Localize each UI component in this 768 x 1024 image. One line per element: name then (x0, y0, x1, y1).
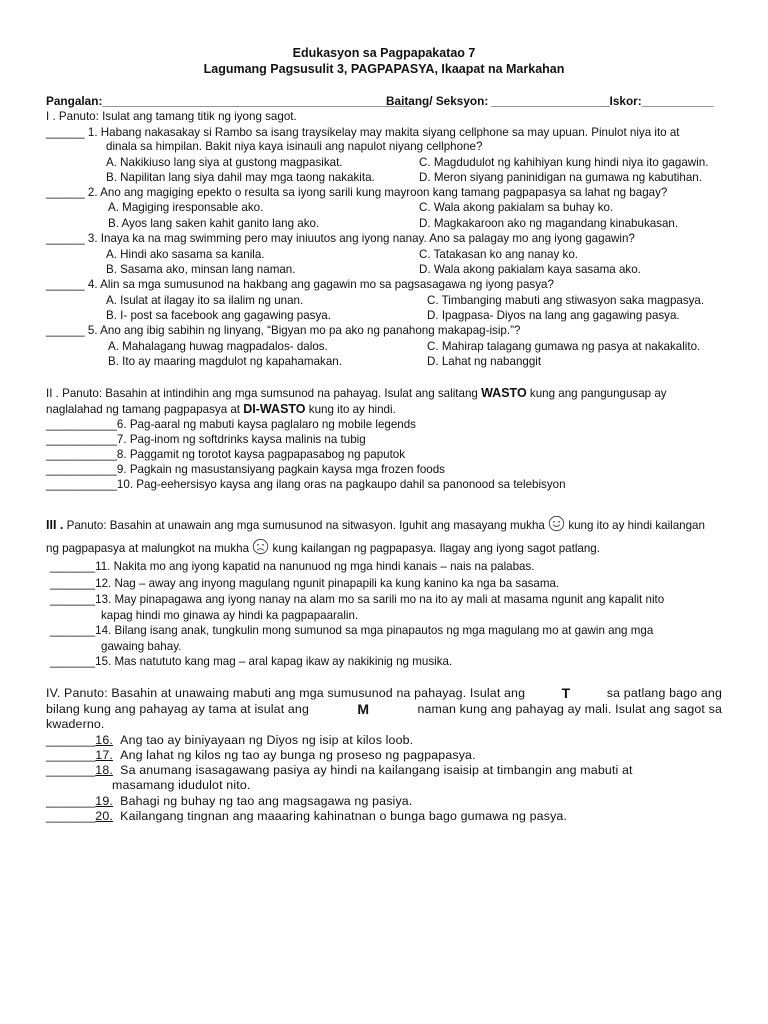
q2-choice-d: D. Magkakaroon ako ng magandang kinabukasan. (419, 217, 679, 230)
q3-stem: ______ 3. Inaya ka na mag swimming pero may iniuutos ang iyong nanay. Ano sa palagay mo ang iyong gagawin? (46, 232, 635, 245)
q2-stem: ______ 2. Ano ang magiging epekto o resulta sa iyong sarili kung mayroon kang tamang pagpapasya sa lahat ng bagay? (46, 186, 668, 199)
part4-instruction-line2: bilang kung ang pahayag ay tama at isulat ang M naman kung ang pahayag ay mali. Isulat ang sagot sa (46, 701, 722, 717)
q1-choice-b: B. Napilitan lang siya dahil may mga taong nakakita. (106, 171, 375, 184)
happy-face-icon (548, 515, 565, 532)
part1-instruction: I . Panuto: Isulat ang tamang titik ng iyong sagot. (46, 110, 297, 123)
di-wasto-keyword: DI-WASTO (243, 402, 306, 416)
part2-item-8: ___________8. Paggamit ng torotot kaysa pagpapasabog ng paputok (46, 448, 406, 461)
part2-instruction-line2: naglalahad ng tamang pagpapasya at DI-WASTO kung ito ay hindi. (46, 402, 396, 416)
q3-choice-b: B. Sasama ako, minsan lang naman. (106, 263, 296, 276)
part3-instruction-line1: III . Panuto: Basahin at unawain ang mga sumusunod na sitwasyon. Iguhit ang masayang mukha kung ito ay hindi kailangan (46, 515, 705, 533)
part2-item-6: ___________6. Pag-aaral ng mabuti kaysa paglalaro ng mobile legends (46, 418, 416, 431)
q2-choice-b: B. Ayos lang saken kahit ganito lang ako. (108, 217, 320, 230)
score-field-label: _Iskor:___________ (603, 94, 714, 108)
document-subtitle: Lagumang Pagsusulit 3, PAGPAPASYA, Ikaapat na Markahan (203, 62, 565, 76)
q4-choice-b: B. I- post sa facebook ang gagawing pasya. (106, 309, 331, 322)
sad-face-icon (252, 538, 269, 555)
q4-choice-a: A. Isulat at ilagay ito sa ilalim ng unan. (106, 294, 304, 307)
part4-item-18: _______18. Sa anumang isasagawang pasiya ay hindi na kailangang isaisip at timbangin ang mabuti at (46, 763, 633, 777)
q1-choice-c: C. Magdudulot ng kahihiyan kung hindi niya ito gagawin. (419, 156, 709, 169)
q4-stem: ______ 4. Alin sa mga sumusunod na hakbang ang gagawin mo sa pagsasagawa ng iyong pasya? (46, 278, 554, 291)
part3-item-14-line2: gawaing bahay. (101, 640, 182, 653)
part4-item-17: _______17. Ang lahat ng kilos ng tao ay bunga ng proseso ng pagpapasya. (46, 748, 476, 762)
q1-choice-a: A. Nakikiuso lang siya at gustong magpasikat. (106, 156, 343, 169)
q5-choice-a: A. Mahalagang huwag magpadalos- dalos. (108, 340, 328, 353)
part4-item-20: _______20. Kailangang tingnan ang maaaring kahinatnan o bunga bago gumawa ng pasya. (46, 809, 568, 823)
part4-item-18-line2: masamang idudulot nito. (112, 778, 251, 792)
q3-choice-d: D. Wala akong pakialam kaya sasama ako. (419, 263, 641, 276)
q3-choice-c: C. Tatakasan ko ang nanay ko. (419, 248, 578, 261)
q2-choice-a: A. Magiging iresponsable ako. (108, 201, 264, 214)
q5-choice-b: B. Ito ay maaring magdulot ng kapahamakan. (108, 355, 342, 368)
document-title: Edukasyon sa Pagpapakatao 7 (292, 46, 476, 60)
part4-item-19: _______19. Bahagi ng buhay ng tao ang magsagawa ng pasiya. (46, 794, 413, 808)
m-keyword: M (357, 701, 370, 717)
q3-choice-a: A. Hindi ako sasama sa kanila. (106, 248, 265, 261)
q1-stem-line2: dinala sa himpilan. Bakit niya kaya isinauli ang napulot niyang cellphone? (106, 140, 483, 153)
part2-item-9: ___________9. Pagkain ng masustansiyang pagkain kaysa mga frozen foods (46, 463, 445, 476)
q4-choice-c: C. Timbanging mabuti ang stiwasyon saka magpasya. (427, 294, 705, 307)
part3-item-12: _______12. Nag – away ang inyong magulang ngunit pinapapili ka kung kanino ka nga ba sasama. (50, 577, 560, 590)
part4-instruction-line3: kwaderno. (46, 717, 105, 731)
q5-stem: ______ 5. Ano ang ibig sabihin ng linyang, “Bigyan mo pa ako ng panahong makapag-isip.”? (46, 324, 521, 337)
q5-choice-c: C. Mahirap talagang gumawa ng pasya at nakakalito. (427, 340, 701, 353)
q2-choice-c: C. Wala akong pakialam sa buhay ko. (419, 201, 614, 214)
part3-item-13-line2: kapag hindi mo ginawa ay hindi ka pagpapaaralin. (101, 609, 359, 622)
part2-item-7: ___________7. Pag-inom ng softdrinks kaysa malinis na tubig (46, 433, 366, 446)
part3-item-14-line1: _______14. Bilang isang anak, tungkulin mong sumunod sa mga pinapautos ng mga magulang mo at gawin ang mga (50, 624, 654, 637)
part3-item-11: _______11. Nakita mo ang iyong kapatid na nanunuod ng mga hindi kanais – nais na palabas. (50, 560, 535, 573)
section-field-label: Baitang/ Seksyon: __________________ (386, 94, 610, 108)
t-keyword: T (561, 685, 571, 701)
q4-choice-d: D. Ipagpasa- Diyos na lang ang gagawing pasya. (427, 309, 680, 322)
part2-item-10: ___________10. Pag-eehersisyo kaysa ang ilang oras na pagkaupo dahil sa panonood sa telebisyon (46, 478, 566, 491)
part2-instruction-line1: II . Panuto: Basahin at intindihin ang mga sumsunod na pahayag. Isulat ang salitang WASTO kung ang pangungusap ay (46, 386, 667, 400)
q1-stem-line1: ______ 1. Habang nakasakay si Rambo sa isang traysikelay may makita siyang cellphone sa may upuan. Pinulot niya ito at (46, 126, 680, 139)
part3-item-13-line1: _______13. May pinapagawa ang iyong nanay na alam mo sa sarili mo na ito ay mali at masama ngunit ang kapalit nito (50, 593, 665, 606)
part3-item-15: _______15. Mas natututo kang mag – aral kapag ikaw ay nakikinig ng musika. (50, 655, 453, 668)
name-field-label: Pangalan:_______________________________________________ (46, 94, 411, 108)
wasto-keyword: WASTO (481, 386, 527, 400)
q5-choice-d: D. Lahat ng nabanggit (427, 355, 542, 368)
part4-instruction-line1: IV. Panuto: Basahin at unawaing mabuti ang mga sumusunod na pahayag. Isulat ang T sa patlang bago ang (46, 685, 722, 701)
q1-choice-d: D. Meron siyang paninidigan na gumawa ng kabutihan. (419, 171, 702, 184)
part3-instruction-line2: ng pagpapasya at malungkot na mukha kung kailangan ng pagpapasya. Ilagay ang iyong sagot patlang. (46, 538, 600, 556)
part4-item-16: _______16. Ang tao ay biniyayaan ng Diyos ng isip at kilos loob. (46, 733, 414, 747)
